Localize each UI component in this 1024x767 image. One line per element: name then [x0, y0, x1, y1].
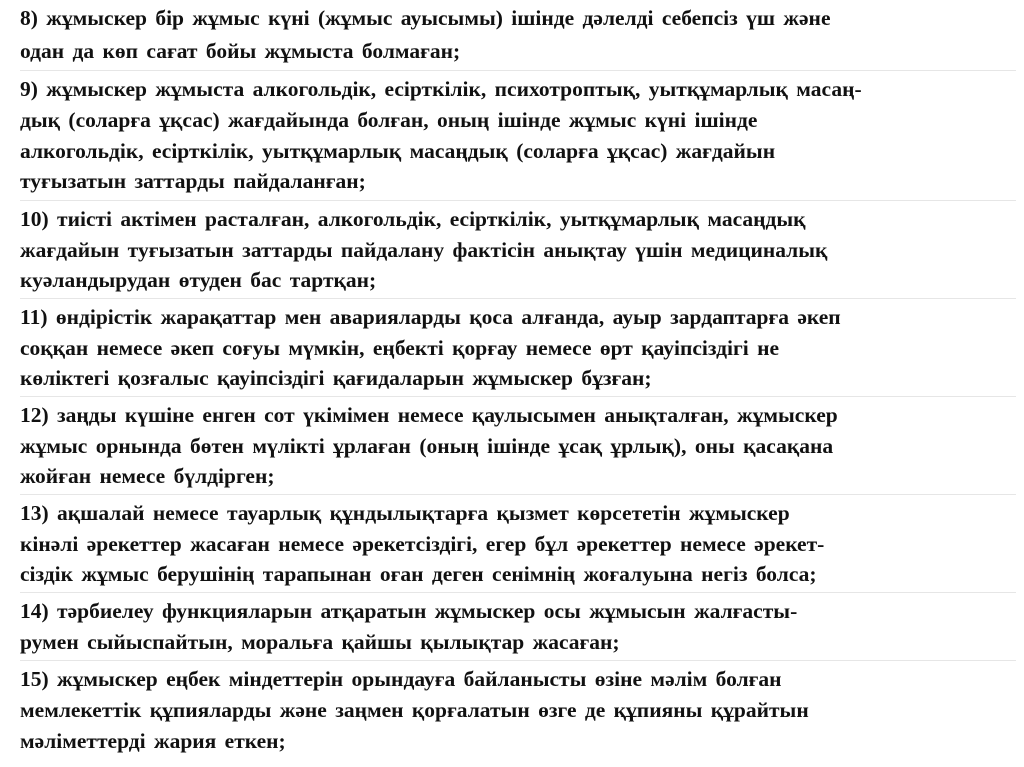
divider	[20, 494, 1016, 495]
divider	[20, 298, 1016, 299]
text-line: 14) тәрбиелеу функцияларын атқаратын жұмыскер осы жұмысын жалғасты-	[20, 599, 798, 623]
text-line: 10) тиісті актімен расталған, алкогольдік, есірткілік, уытқұмарлық масаңдық	[20, 207, 806, 231]
text-line: жағдайын туғызатын заттарды пайдалану фактісін анықтау үшін медициналық	[20, 238, 828, 262]
document-page	[20, 0, 1016, 767]
divider	[20, 592, 1016, 593]
text-line: 8) жұмыскер бір жұмыс күні (жұмыс ауысымы) ішінде дәлелді себепсіз үш және	[20, 6, 831, 30]
text-line: жұмыс орнында бөтен мүлікті ұрлаған (оның ішінде ұсақ ұрлық), оны қасақана	[20, 434, 834, 458]
text-line: сіздік жұмыс берушінің тарапынан оған деген сенімнің жоғалуына негіз болса;	[20, 562, 817, 586]
divider	[20, 70, 1016, 71]
text-line: көліктегі қозғалыс қауіпсіздігі қағидаларын жұмыскер бұзған;	[20, 366, 652, 390]
text-line: соққан немесе әкеп соғуы мүмкін, еңбекті қорғау немесе өрт қауіпсіздігі не	[20, 336, 780, 360]
text-line: 11) өндірістік жарақаттар мен аварияларды қоса алғанда, ауыр зардаптарға әкеп	[20, 305, 841, 329]
text-line: алкогольдік, есірткілік, уытқұмарлық масаңдық (соларға ұқсас) жағдайын	[20, 139, 776, 163]
text-line: 13) ақшалай немесе тауарлық құндылықтарға қызмет көрсететін жұмыскер	[20, 501, 790, 525]
text-line: мемлекеттік құпияларды және заңмен қорғалатын өзге де құпияны құрайтын	[20, 698, 809, 722]
text-line: туғызатын заттарды пайдаланған;	[20, 169, 366, 193]
text-line: румен сыйыспайтын, моральға қайшы қылықтар жасаған;	[20, 630, 620, 654]
text-line: мәліметтерді жария еткен;	[20, 729, 286, 753]
divider	[20, 396, 1016, 397]
text-line: 9) жұмыскер жұмыста алкогольдік, есірткілік, психотроптық, уытқұмарлық масаң-	[20, 77, 862, 101]
text-line: жойған немесе бүлдірген;	[20, 464, 275, 488]
text-line: одан да көп сағат бойы жұмыста болмаған;	[20, 39, 461, 63]
text-line: куәландырудан өтуден бас тартқан;	[20, 268, 377, 292]
divider	[20, 660, 1016, 661]
text-line: 12) заңды күшіне енген сот үкімімен немесе қаулысымен анықталған, жұмыскер	[20, 403, 838, 427]
text-line: 15) жұмыскер еңбек міндеттерін орындауға байланысты өзіне мәлім болған	[20, 667, 782, 691]
divider	[20, 200, 1016, 201]
text-line: кінәлі әрекеттер жасаған немесе әрекетсіздігі, егер бұл әрекеттер немесе әрекет-	[20, 532, 825, 556]
text-line: дық (соларға ұқсас) жағдайында болған, оның ішінде жұмыс күні ішінде	[20, 108, 758, 132]
